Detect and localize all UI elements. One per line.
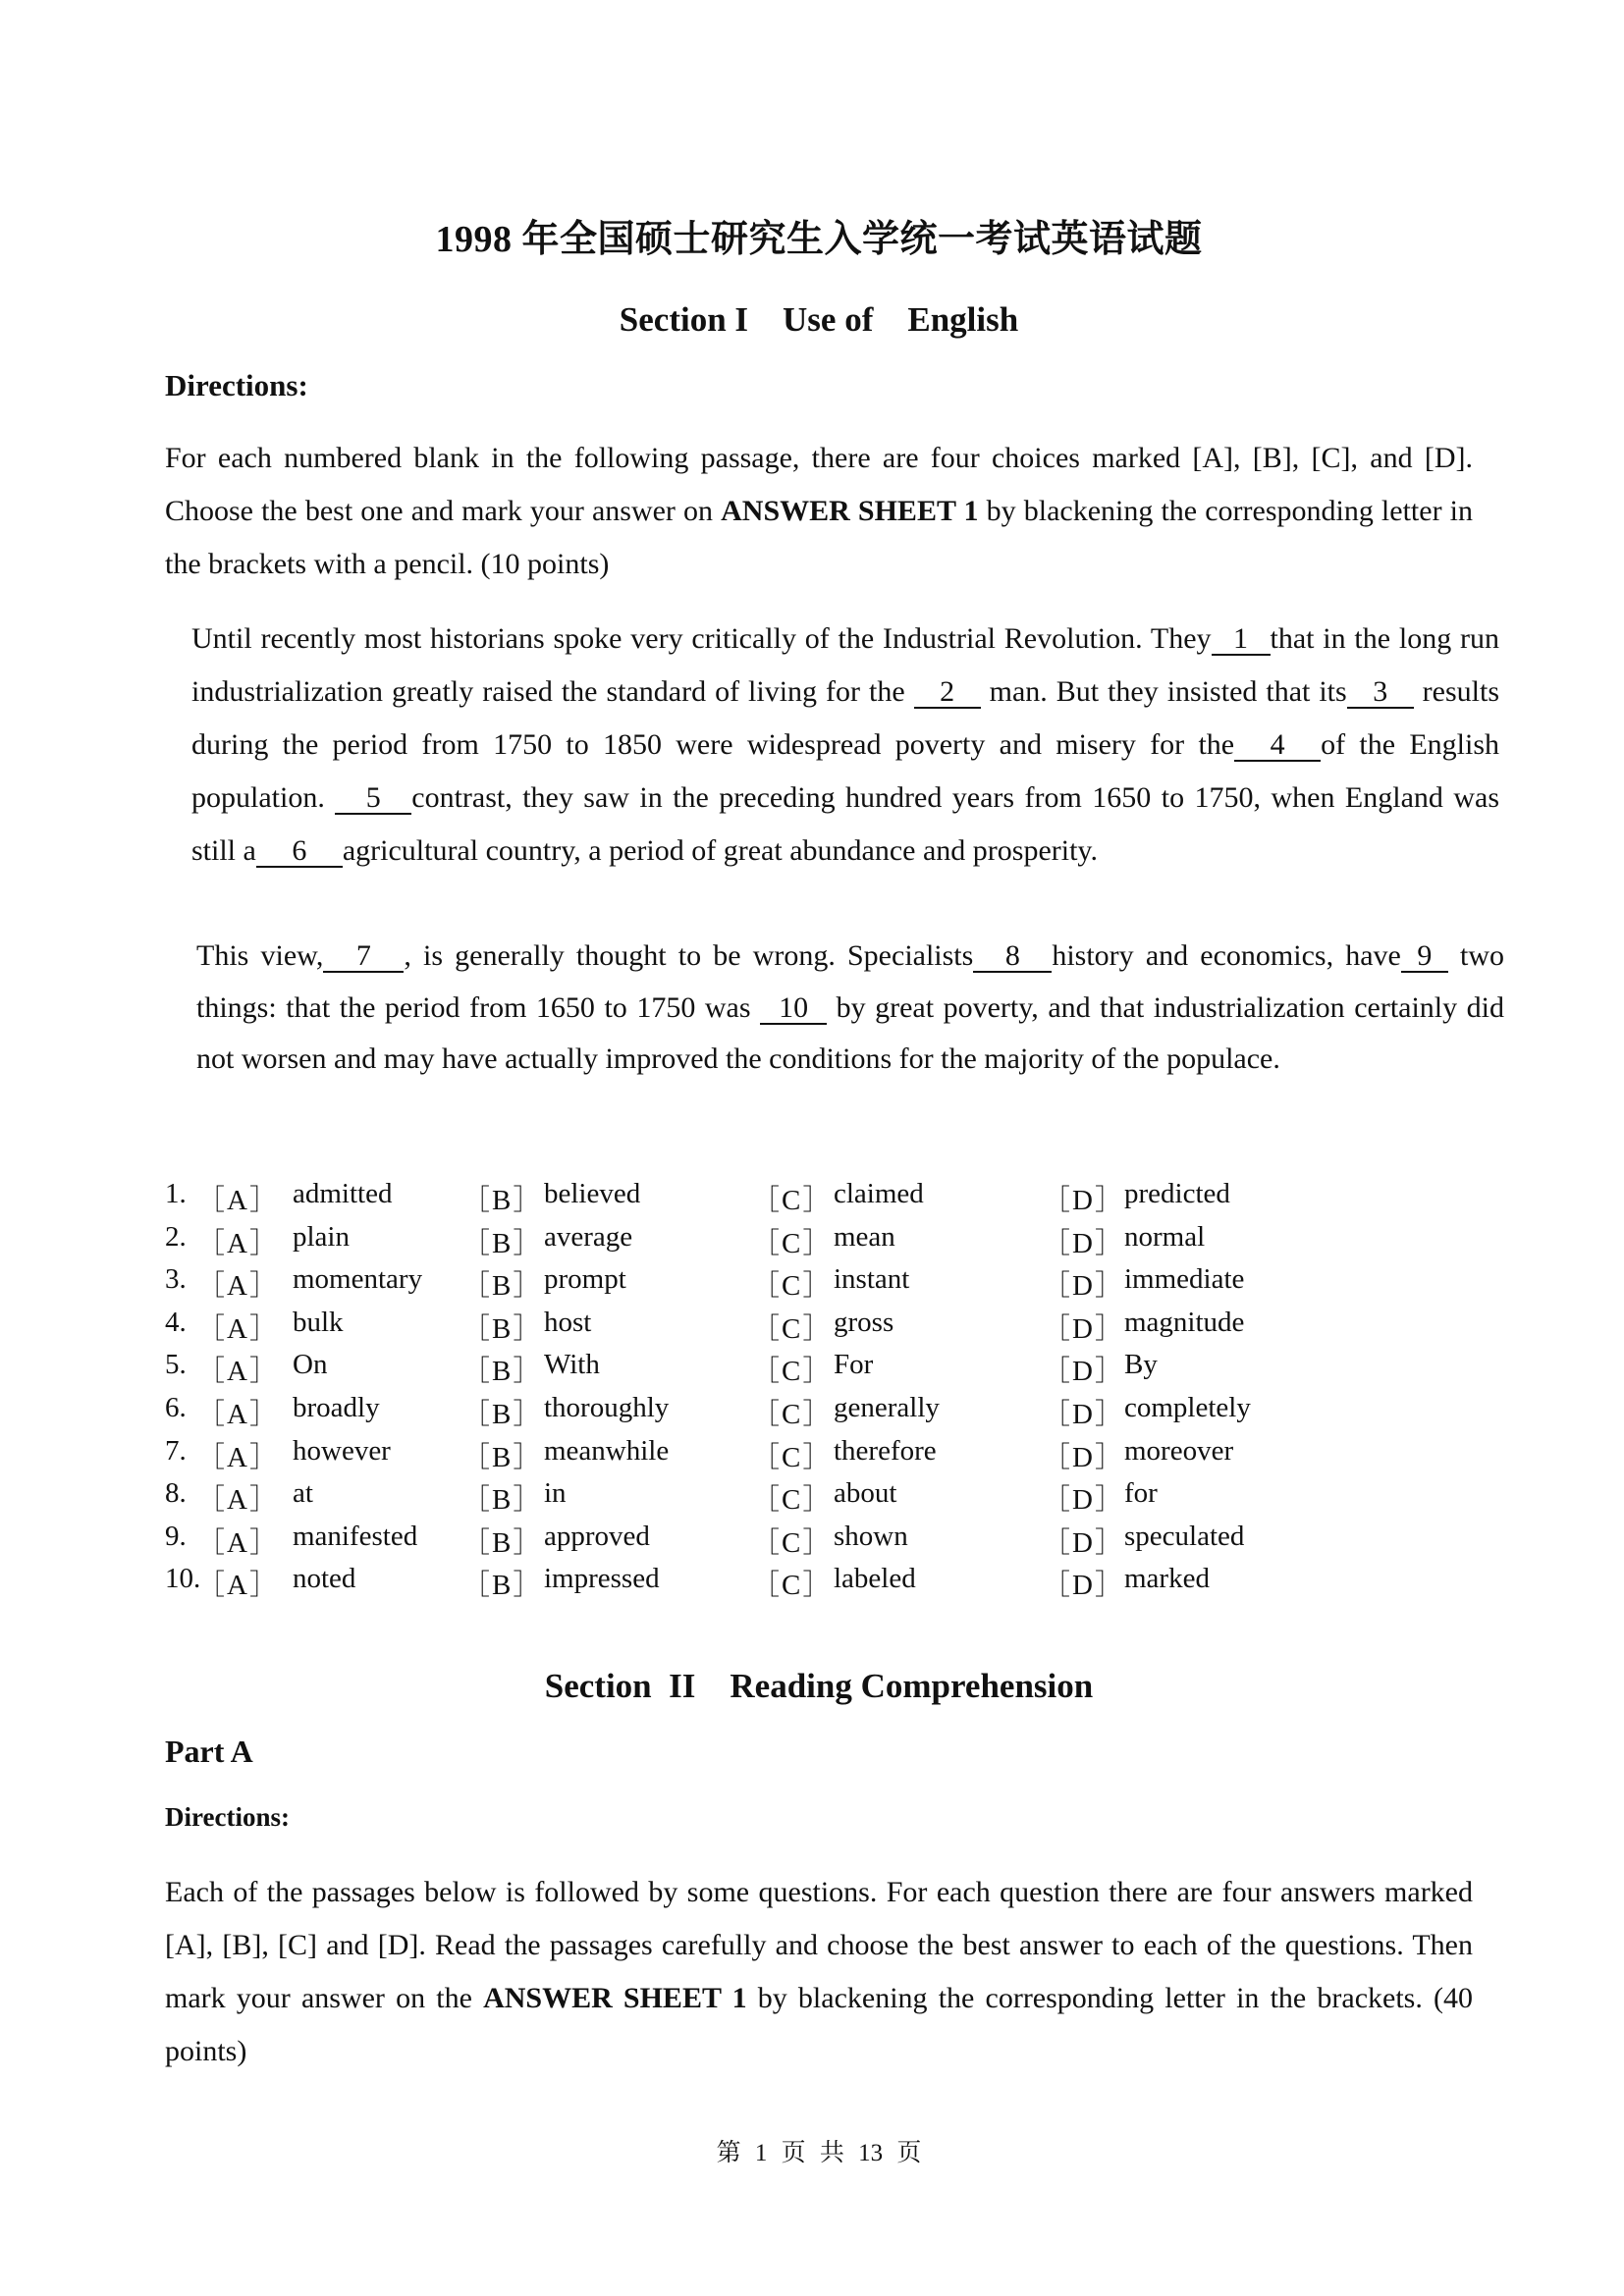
option-choice-b: believed xyxy=(544,1178,641,1209)
section-2-directions-label: Directions: xyxy=(165,1802,290,1832)
option-choice-b: prompt xyxy=(544,1263,626,1296)
option-letter-a: ［A］ xyxy=(196,1526,280,1559)
blank-10: 10 xyxy=(760,993,827,1025)
option-letter-c: ［C］ xyxy=(751,1356,834,1388)
option-number: 3. xyxy=(165,1263,187,1296)
option-choice-b: impressed xyxy=(544,1563,660,1595)
option-choice-b: meanwhile xyxy=(544,1434,670,1467)
option-letter-c: ［C］ xyxy=(751,1526,834,1559)
section-2-heading xyxy=(165,1667,1473,1706)
option-row-8 xyxy=(165,1477,1473,1521)
option-letter-a: ［A］ xyxy=(196,1356,280,1388)
option-choice-d: magnitude xyxy=(1124,1306,1245,1338)
option-letter-c: ［C］ xyxy=(751,1441,834,1473)
option-choice-a: manifested xyxy=(293,1520,418,1552)
options-list xyxy=(165,1178,1473,1606)
option-letter-a: ［A］ xyxy=(196,1398,280,1430)
option-row-3 xyxy=(165,1263,1473,1307)
option-row-10 xyxy=(165,1563,1473,1606)
option-letter-b: ［B］ xyxy=(461,1484,544,1517)
blank-9: 9 xyxy=(1401,941,1448,973)
section-1-directions-text: For each numbered blank in the following passage, there are four choices marked [A], [B], [C], and [D]. Choose the best one and mark your answer on ANSWER SHEET 1 by blackening the corresponding letter in the brackets with a pencil. (10 points) xyxy=(165,442,1473,580)
option-choice-a: On xyxy=(293,1349,328,1381)
page-footer: 第 1 页 共 13 页 xyxy=(716,2140,922,2166)
option-choice-b: average xyxy=(544,1220,633,1253)
section-1-heading xyxy=(165,300,1473,340)
option-letter-a: ［A］ xyxy=(196,1227,280,1259)
option-choice-a: admitted xyxy=(293,1178,393,1209)
option-number: 9. xyxy=(165,1520,187,1552)
option-choice-c: labeled xyxy=(834,1563,916,1595)
option-letter-b: ［B］ xyxy=(461,1185,544,1216)
option-choice-d: completely xyxy=(1124,1391,1251,1423)
option-letter-d: ［D］ xyxy=(1042,1185,1125,1216)
option-letter-a: ［A］ xyxy=(196,1312,280,1345)
blank-6: 6 xyxy=(256,836,343,868)
section-2-directions-text: Each of the passages below is followed by some questions. For each question there are four answers marked [A], [B], [C] and [D]. Read the passages carefully and choose the best answer to each of the questions. Then mark your answer on the ANSWER SHEET 1 by blackening the corresponding letter in the brackets. (40 points) xyxy=(165,1876,1473,2067)
option-choice-b: host xyxy=(544,1306,592,1338)
option-letter-d: ［D］ xyxy=(1042,1441,1125,1473)
option-row-9 xyxy=(165,1521,1473,1564)
option-choice-b: approved xyxy=(544,1520,650,1552)
option-choice-a: momentary xyxy=(293,1263,423,1296)
passage-paragraph-2: This view, 7 , is generally thought to be wrong. Specialists 8 history and economics, have 9 two things: that the period from 1650 to 1750 was 10 by great poverty, and that industrialization certainly did not worsen and may have actually improved the conditions for the majority of the populace. xyxy=(196,939,1505,1075)
section-2-numeral: Section II xyxy=(544,1667,696,1705)
section-1-name: Use of English xyxy=(783,300,1019,339)
option-letter-b: ［B］ xyxy=(461,1398,544,1430)
option-letter-d: ［D］ xyxy=(1042,1227,1125,1259)
option-choice-a: broadly xyxy=(293,1391,380,1423)
option-letter-b: ［B］ xyxy=(461,1441,544,1473)
option-choice-d: immediate xyxy=(1124,1263,1245,1296)
blank-5: 5 xyxy=(335,783,411,815)
option-letter-a: ［A］ xyxy=(196,1570,280,1602)
option-letter-b: ［B］ xyxy=(461,1526,544,1559)
option-letter-a: ［A］ xyxy=(196,1270,280,1303)
option-number: 8. xyxy=(165,1477,187,1510)
option-choice-a: plain xyxy=(293,1220,350,1253)
blank-3: 3 xyxy=(1347,677,1414,709)
option-row-4 xyxy=(165,1307,1473,1350)
part-a-heading: Part A xyxy=(165,1734,253,1769)
option-letter-c: ［C］ xyxy=(751,1484,834,1517)
option-row-7 xyxy=(165,1435,1473,1478)
option-letter-d: ［D］ xyxy=(1042,1356,1125,1388)
option-letter-c: ［C］ xyxy=(751,1570,834,1602)
option-letter-b: ［B］ xyxy=(461,1270,544,1303)
option-choice-c: therefore xyxy=(834,1434,937,1467)
option-number: 2. xyxy=(165,1220,187,1253)
exam-page xyxy=(165,0,1505,2296)
option-choice-d: for xyxy=(1124,1477,1158,1510)
answer-sheet-ref: ANSWER SHEET 1 xyxy=(721,495,979,527)
option-row-2 xyxy=(165,1221,1473,1264)
option-number: 4. xyxy=(165,1306,187,1338)
option-choice-d: speculated xyxy=(1124,1520,1245,1552)
option-letter-a: ［A］ xyxy=(196,1484,280,1517)
blank-2: 2 xyxy=(914,677,981,709)
option-choice-a: noted xyxy=(293,1563,356,1595)
option-number: 10. xyxy=(165,1563,201,1595)
option-letter-d: ［D］ xyxy=(1042,1312,1125,1345)
section-1-numeral: Section I xyxy=(619,300,749,339)
option-choice-d: predicted xyxy=(1124,1178,1230,1209)
option-letter-b: ［B］ xyxy=(461,1356,544,1388)
option-number: 1. xyxy=(165,1178,187,1209)
option-letter-c: ［C］ xyxy=(751,1270,834,1303)
option-choice-b: in xyxy=(544,1477,567,1510)
option-letter-b: ［B］ xyxy=(461,1570,544,1602)
option-letter-c: ［C］ xyxy=(751,1185,834,1216)
option-letter-c: ［C］ xyxy=(751,1398,834,1430)
blank-4: 4 xyxy=(1234,730,1321,762)
option-number: 7. xyxy=(165,1434,187,1467)
blank-8: 8 xyxy=(973,941,1052,973)
option-letter-d: ［D］ xyxy=(1042,1398,1125,1430)
option-choice-d: By xyxy=(1124,1349,1158,1381)
option-row-5 xyxy=(165,1349,1473,1392)
page-title: 1998 年全国硕士研究生入学统一考试英语试题 xyxy=(435,219,1203,260)
option-choice-a: at xyxy=(293,1477,313,1510)
option-letter-c: ［C］ xyxy=(751,1312,834,1345)
option-number: 6. xyxy=(165,1391,187,1423)
option-choice-c: For xyxy=(834,1349,874,1381)
option-row-6 xyxy=(165,1392,1473,1435)
option-row-1 xyxy=(165,1178,1473,1221)
option-letter-d: ［D］ xyxy=(1042,1526,1125,1559)
passage-paragraph-1: Until recently most historians spoke very critically of the Industrial Revolution. They 1 that in the long run industrialization greatly raised the standard of living for the 2 man. But they insisted that its 3 results during the period from 1750 to 1850 were widespread poverty and misery for the 4 of the English population. 5 contrast, they saw in the preceding hundred years from 1650 to 1750, when England was still a 6 agricultural country, a period of great abundance and prosperity. xyxy=(191,622,1500,867)
option-choice-c: instant xyxy=(834,1263,910,1296)
section-2-name: Reading Comprehension xyxy=(730,1667,1094,1705)
blank-1: 1 xyxy=(1212,624,1271,656)
option-letter-d: ［D］ xyxy=(1042,1484,1125,1517)
option-choice-d: normal xyxy=(1124,1220,1206,1253)
option-letter-a: ［A］ xyxy=(196,1441,280,1473)
option-choice-a: bulk xyxy=(293,1306,344,1338)
option-choice-d: marked xyxy=(1124,1563,1210,1595)
option-letter-c: ［C］ xyxy=(751,1227,834,1259)
option-choice-b: With xyxy=(544,1349,600,1381)
option-choice-c: about xyxy=(834,1477,897,1510)
answer-sheet-ref: ANSWER SHEET 1 xyxy=(483,1982,747,2014)
option-choice-c: gross xyxy=(834,1306,894,1338)
option-letter-a: ［A］ xyxy=(196,1185,280,1216)
option-choice-c: shown xyxy=(834,1520,908,1552)
section-1-directions-label: Directions: xyxy=(165,368,308,402)
option-letter-d: ［D］ xyxy=(1042,1570,1125,1602)
option-choice-d: moreover xyxy=(1124,1434,1234,1467)
option-letter-d: ［D］ xyxy=(1042,1270,1125,1303)
option-choice-a: however xyxy=(293,1434,391,1467)
option-number: 5. xyxy=(165,1349,187,1381)
option-choice-b: thoroughly xyxy=(544,1391,670,1423)
option-choice-c: generally xyxy=(834,1391,940,1423)
option-choice-c: claimed xyxy=(834,1178,924,1209)
option-letter-b: ［B］ xyxy=(461,1312,544,1345)
option-choice-c: mean xyxy=(834,1220,895,1253)
option-letter-b: ［B］ xyxy=(461,1227,544,1259)
blank-7: 7 xyxy=(323,941,404,973)
